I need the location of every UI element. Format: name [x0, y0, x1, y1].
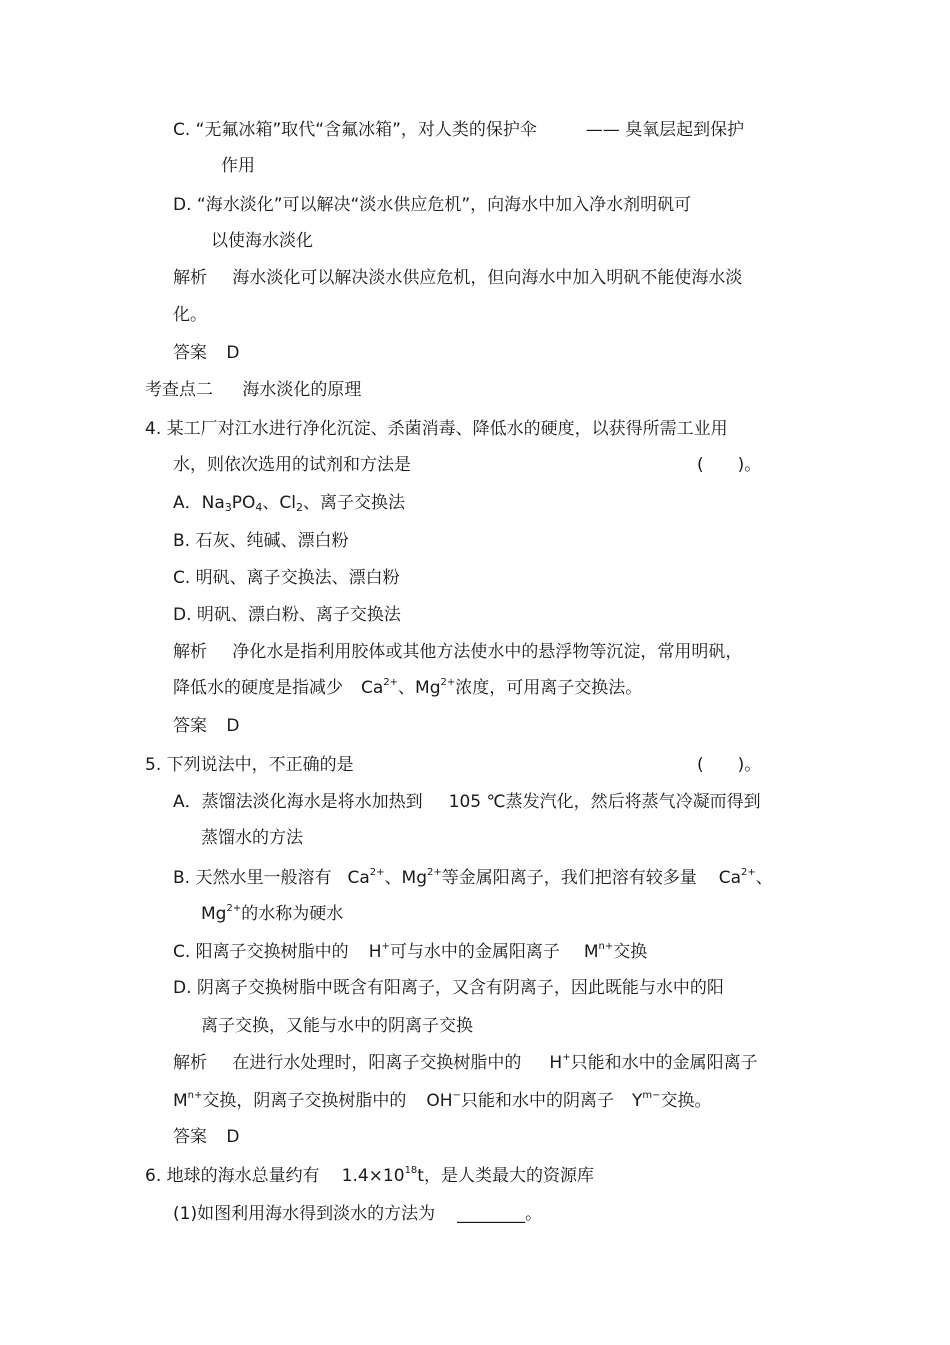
q5-option-b-line1 [173, 867, 773, 889]
q4-analysis-line1 [173, 641, 742, 663]
ion-mg: 、Mg [384, 868, 427, 888]
formula-cl: 、Cl [262, 493, 297, 513]
q5-stem [145, 754, 354, 776]
q5-analysis-line1 [173, 1052, 758, 1074]
option-d-line2: 以使海水淡化 [211, 231, 313, 251]
option-text-cont: 105 ℃蒸发汽化，然后将蒸气冷凝而得到 [448, 792, 761, 812]
ion-oh: OH [426, 1091, 453, 1111]
analysis-text: 只能和水中的金属阳离子 [570, 1053, 758, 1073]
charge: n+ [598, 941, 614, 952]
section-title: 海水淡化的原理 [242, 380, 362, 400]
q4-option-d: D. 明矾、漂白粉、离子交换法 [173, 605, 401, 625]
q5-option-d-line2: 离子交换，又能与水中的阴离子交换 [201, 1016, 473, 1036]
answer-value: D [226, 1127, 240, 1147]
answer-label: 答案 [173, 1127, 207, 1147]
ion-mg: Mg [201, 904, 227, 924]
q5-option-b-line2 [201, 903, 343, 925]
question-number: 6. [145, 1166, 162, 1186]
charge: 2+ [369, 867, 385, 878]
q5-answer-bracket: ( )。 [697, 755, 762, 775]
answer-value: D [226, 343, 240, 363]
subscript: 3 [224, 501, 232, 514]
ion-m: M [583, 942, 599, 962]
answer-label: 答案 [173, 716, 207, 736]
q5-option-c [173, 941, 647, 963]
q3-answer [173, 342, 240, 364]
ion-m: M [173, 1091, 188, 1111]
analysis-label: 解析 [173, 642, 207, 662]
q5-answer [173, 1126, 240, 1148]
q4-analysis-line2 [173, 677, 642, 699]
option-label: A． [173, 493, 202, 513]
ion-ca: Ca [347, 868, 370, 888]
analysis-text: 海水淡化可以解决淡水供应危机，但向海水中加入明矾不能使海水淡 [232, 268, 743, 288]
option-text: 等金属阳离子，我们把溶有较多量 [441, 868, 697, 888]
analysis-text: 在进行水处理时，阳离子交换树脂中的 [232, 1053, 522, 1073]
q5-option-a-line1 [173, 791, 761, 813]
q6-sub1 [173, 1203, 542, 1225]
option-text: A．蒸馏法淡化海水是将水加热到 [173, 792, 423, 812]
q4-stem-line1 [145, 418, 728, 440]
ion-mg: 、Mg [398, 678, 441, 698]
analysis-text: 浓度，可用离子交换法。 [455, 678, 643, 698]
option-text: 的水称为硬水 [241, 904, 344, 924]
option-c-text-cont: —— 臭氧层起到保护 [585, 120, 745, 140]
subscript: 4 [255, 501, 263, 514]
analysis-text: 净化水是指利用胶体或其他方法使水中的悬浮物等沉淀，常用明矾， [232, 642, 743, 662]
charge: 2+ [226, 903, 242, 914]
charge: − [452, 1090, 461, 1101]
charge: + [381, 941, 390, 952]
q5-option-d-line1: D. 阴离子交换树脂中既含有阳离子，又含有阴离子，因此既能与水中的阳 [173, 978, 724, 998]
ion-y: Y [631, 1091, 643, 1111]
q4-stem-line2: 水，则依次选用的试剂和方法是 [173, 455, 411, 475]
analysis-text: 降低水的硬度是指减少 [173, 678, 343, 698]
option-text: B. 天然水里一般溶有 [173, 868, 332, 888]
formula-po: PO [231, 493, 256, 513]
question-number: 4. [145, 419, 162, 439]
question-text: 某工厂对江水进行净化沉淀、杀菌消毒、降低水的硬度，以获得所需工业用 [166, 419, 728, 439]
charge: n+ [187, 1090, 203, 1101]
section-number: 考查点二 [145, 380, 213, 400]
charge: + [562, 1052, 571, 1063]
question-text: t，是人类最大的资源库 [417, 1166, 594, 1186]
q3-analysis-line2: 化。 [173, 305, 207, 325]
exponent: 18 [404, 1165, 418, 1176]
q5-option-a-line2: 蒸馏水的方法 [201, 828, 303, 848]
option-c-line2: 作用 [221, 156, 255, 176]
ion-ca: Ca [361, 678, 384, 698]
q3-analysis-line1 [173, 267, 742, 289]
option-d-line1: D. “海水淡化”可以解决“淡水供应危机”，向海水中加入净水剂明矾可 [173, 195, 692, 215]
option-c-text: C. “无氟冰箱”取代“含氟冰箱”，对人类的保护伞 [173, 120, 537, 140]
analysis-text: 交换，阴离子交换树脂中的 [202, 1091, 407, 1111]
answer-label: 答案 [173, 343, 207, 363]
charge: 2+ [383, 677, 399, 688]
analysis-text: 交换。 [660, 1091, 712, 1111]
charge: 2+ [440, 677, 456, 688]
charge: 2+ [741, 867, 756, 878]
option-text: 可与水中的金属阳离子 [389, 942, 560, 962]
q6-stem [145, 1165, 594, 1187]
quantity: 1.4×10 [341, 1166, 405, 1186]
subscript: 2 [296, 501, 304, 514]
section-heading [145, 379, 361, 401]
question-text: 地球的海水总量约有 [166, 1166, 320, 1186]
ion-h: H [549, 1053, 563, 1073]
answer-value: D [226, 716, 240, 736]
analysis-label: 解析 [173, 268, 207, 288]
q4-option-c: C. 明矾、离子交换法、漂白粉 [173, 568, 400, 588]
q4-answer-bracket: ( )。 [697, 455, 762, 475]
q4-option-b: B. 石灰、纯碱、漂白粉 [173, 531, 349, 551]
analysis-text: 只能和水中的阴离子 [460, 1091, 614, 1111]
question-number: 5. [145, 755, 162, 775]
ion-ca: Ca [718, 868, 742, 888]
formula-na: Na [201, 493, 225, 513]
ion-h: H [368, 942, 382, 962]
charge: 2+ [427, 867, 442, 878]
option-text: C. 阳离子交换树脂中的 [173, 942, 349, 962]
answer-blank: ________。 [457, 1204, 543, 1224]
analysis-label: 解析 [173, 1053, 207, 1073]
sub-question-text: (1)如图利用海水得到淡水的方法为 [173, 1204, 436, 1224]
question-text: 下列说法中，不正确的是 [166, 755, 354, 775]
option-c-line1 [173, 119, 744, 141]
option-text: 、离子交换法 [303, 493, 406, 513]
charge: m− [642, 1090, 661, 1101]
option-text: 交换 [613, 942, 648, 962]
q5-analysis-line2 [173, 1090, 711, 1112]
q4-option-a [173, 492, 405, 514]
q4-answer [173, 715, 240, 737]
option-text: 、 [755, 868, 773, 888]
